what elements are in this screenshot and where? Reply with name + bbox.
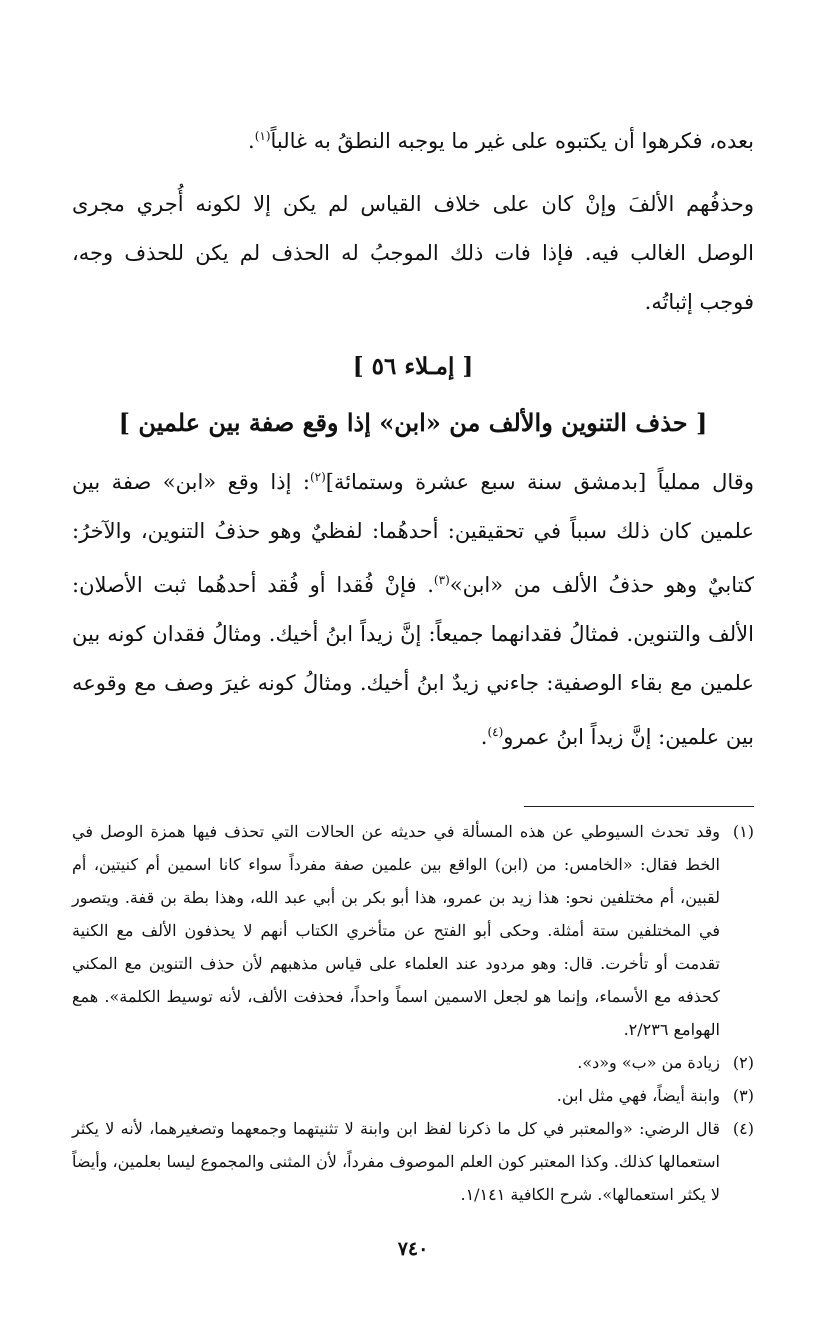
paragraph-text: بعده، فكرهوا أن يكتبوه على غير ما يوجبه النطقُ به غالباً bbox=[270, 129, 754, 153]
footnotes bbox=[72, 815, 754, 1211]
body-paragraph bbox=[72, 453, 754, 762]
footnote-number: (٣) bbox=[732, 1086, 754, 1105]
footnote-text: زيادة من «ب» و«د». bbox=[577, 1053, 720, 1072]
footnote-ref-4[interactable]: (٤) bbox=[487, 725, 504, 739]
body-text-1: : إذا وقع «ابن» صفة بين علمين كان ذلك سبباً في تحقيقين: أحدهُما: لفظيٌ وهو حذفُ التنوين، والآخرُ: كتابيٌ وهو حذفُ الألف من «ابن» bbox=[72, 470, 754, 597]
paragraph-end: . bbox=[248, 129, 255, 153]
page-number: ٧٤٠ bbox=[397, 1238, 429, 1260]
footnote-number: (١) bbox=[732, 822, 754, 841]
footnote-1 bbox=[72, 815, 754, 1046]
chapter-title: [ حذف التنوين والألف من «ابن» إذا وقع صفة بين علمين ] bbox=[118, 408, 708, 437]
footnote-number: (٤) bbox=[732, 1119, 754, 1138]
footnote-text: وقد تحدث السيوطي عن هذه المسألة في حديثه عن الحالات التي تحذف فيها همزة الوصل في الخط فقال: «الخامس: من (ابن) الواقع بين علمين صفة مفرداً سواء كانا اسمين أم كنيتين، أم لقبين، أم مختلفين نحو: هذا زيد بن عمرو، هذا أبو بكر بن أبي عبد الله، وهذا بطة بن قفة. ويتصور في المختلفين ستة أمثلة. وحكى أبو الفتح عن متأخري الكتاب أنهم لا يحذفون الألف مع الكنية تقدمت أو تأخرت. قال: وهو مردود عند العلماء على قياس مذهبهم لأن حذف التنوين مع المكني كحذفه مع الأسماء، وإنما هو لجعل الاسمين اسماً واحداً، فحذفت الألف، لأنه توسيط الكلمة». همع الهوامع ٢/٢٣٦. bbox=[72, 822, 720, 1039]
imla-heading: [ إمـلاء ٥٦ ] bbox=[352, 353, 474, 380]
footnote-ref-1[interactable]: (١) bbox=[254, 129, 271, 143]
footnote-number: (٢) bbox=[732, 1053, 754, 1072]
footnote-text: وابنة أيضاً، فهي مثل ابن. bbox=[556, 1086, 720, 1105]
footnote-ref-2[interactable]: (٢) bbox=[309, 470, 326, 484]
footnote-4 bbox=[72, 1112, 754, 1211]
paragraph-deletion: وحذفُهم الألفَ وإنْ كان على خلاف القياس لم يكن إلا لكونه أُجري مجرى الوصل الغالب فيه. فإذا فات ذلك الموجبُ له الحذف لم يكن للحذف وجه، فوجب إثباتُه. bbox=[72, 192, 754, 314]
body-intro: وقال مملياً [بدمشق سنة سبع عشرة وستمائة] bbox=[325, 470, 754, 494]
body-text-end: . bbox=[480, 725, 488, 749]
paragraph-continuation bbox=[72, 112, 754, 166]
footnote-ref-3[interactable]: (٣) bbox=[433, 573, 450, 587]
body-text-2: . فإنْ فُقدا أو فُقد أحدهُما ثبت الأصلان: الألف والتنوين. فمثالُ فقدانهما جميعاً: إنَّ زيداً ابنُ أخيك. ومثالُ فقدان كونه بين علمين مع بقاء الوصفية: جاءني زيدٌ ابنُ أخيك. ومثالُ كونه غيرَ وصف مع وقوعه بين علمين: إنَّ زيداً ابنُ عمرو bbox=[72, 573, 754, 749]
footnote-2 bbox=[72, 1046, 754, 1079]
footnote-3 bbox=[72, 1079, 754, 1112]
footnote-text: قال الرضي: «والمعتبر في كل ما ذكرنا لفظ ابن وابنة لا تثنيتهما وجمعهما وتصغيرهما، لأنه لا يكثر استعمالها كذلك. وكذا المعتبر كون العلم الموصوف مفرداً، لأن المثنى والمجموع ليسا بعلمين، وأيضاً لا يكثر استعمالها». شرح الكافية ١/١٤١. bbox=[72, 1119, 720, 1204]
footnote-divider bbox=[524, 806, 754, 807]
